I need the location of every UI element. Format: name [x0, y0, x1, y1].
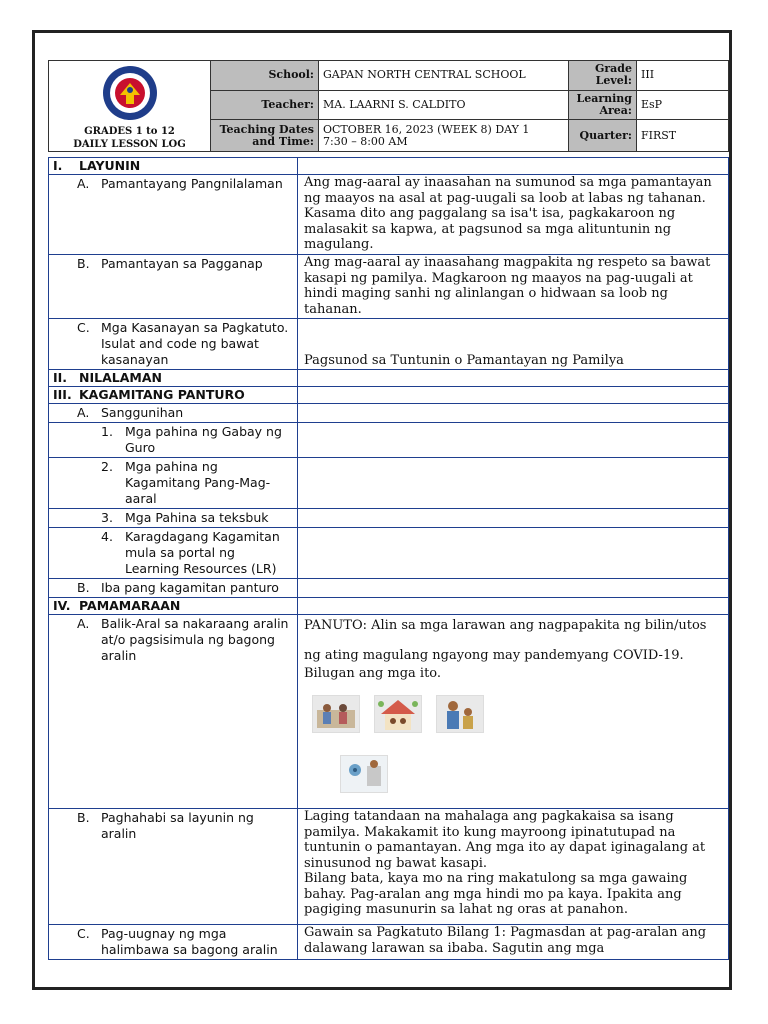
- activity-pictures: [312, 695, 722, 733]
- school-value: GAPAN NORTH CENTRAL SCHOOL: [319, 61, 569, 91]
- balik-aral-content: PANUTO: Alin sa mga larawan ang nagpapakita ng bilin/utos ng ating magulang ngayong may pandemyang COVID-19. Bilugan ang mga ito.: [298, 615, 729, 809]
- quarter-label: Quarter:: [569, 120, 637, 152]
- pamantayang-pangnilalaman-label: A. Pamantayang Pangnilalaman: [49, 175, 298, 255]
- picture-family-home: [312, 695, 360, 733]
- deped-seal-logo: [102, 65, 158, 121]
- learning-area-label: Learning Area:: [569, 90, 637, 120]
- kagamitang-pang-mag-aaral-label: 2. Mga pahina ng Kagamitang Pang-Mag-aaral: [49, 458, 298, 509]
- header-table: [48, 60, 729, 152]
- mga-kasanayan-label: C. Mga Kasanayan sa Pagkatuto. Isulat and code ng bawat kasanayan: [49, 319, 298, 370]
- grade-level-label: Grade Level:: [569, 61, 637, 91]
- pag-uugnay-label: C. Pag-uugnay ng mga halimbawa sa bagong aralin: [49, 925, 298, 960]
- section-kagamitang-panturo: III. KAGAMITANG PANTURO: [49, 387, 298, 404]
- teacher-value: MA. LAARNI S. CALDITO: [319, 90, 569, 120]
- paghahabi-label: B. Paghahabi sa layunin ng aralin: [49, 809, 298, 925]
- teacher-label: Teacher:: [211, 90, 319, 120]
- dll-title: GRADES 1 to 12 DAILY LESSON LOG: [73, 126, 186, 150]
- pamantayan-sa-pagganap-value: Ang mag-aaral ay inaasahang magpakita ng respeto sa bawat kasapi ng pamilya. Magkaroon ng maayos na pag-uugali at hindi maging sanhi ng alinlangan o hidwaan sa loob ng tahanan.: [298, 255, 729, 319]
- section-nilalaman: II. NILALAMAN: [49, 370, 298, 387]
- iba-pang-kagamitan-label: B. Iba pang kagamitan panturo: [49, 579, 298, 598]
- picture-parent-child: [436, 695, 484, 733]
- pamantayan-sa-pagganap-label: B. Pamantayan sa Pagganap: [49, 255, 298, 319]
- sanggunihan-label: A. Sanggunihan: [49, 404, 298, 423]
- pamantayang-pangnilalaman-value: Ang mag-aaral ay inaasahan na sumunod sa mga pamantayan ng maayos na asal at pag-uugali sa loob at labas ng tahanan. Kasama dito ang paggalang sa isa't isa, pagkakaroon ng malasakit sa kapwa, at pagsunod sa mga alituntunin ng magulang.: [298, 175, 729, 255]
- picture-virus-warning: [340, 755, 388, 793]
- balik-aral-label: A. Balik-Aral sa nakaraang aralin at/o pagsisimula ng bagong aralin: [49, 615, 298, 809]
- pag-uugnay-value: Gawain sa Pagkatuto Bilang 1: Pagmasdan at pag-aralan ang dalawang larawan sa ibaba. Sagutin ang mga: [298, 925, 729, 960]
- pahina-sa-teksbuk-label: 3. Mga Pahina sa teksbuk: [49, 509, 298, 528]
- picture-stay-home: [374, 695, 422, 733]
- section-pamamaraan: IV. PAMAMARAAN: [49, 598, 298, 615]
- school-label: School:: [211, 61, 319, 91]
- learning-area-value: EsP: [637, 90, 729, 120]
- lesson-log-table: [48, 157, 729, 960]
- mga-kasanayan-value: Pagsunod sa Tuntunin o Pamantayan ng Pamilya: [298, 319, 729, 370]
- quarter-value: FIRST: [637, 120, 729, 152]
- section-layunin: I. LAYUNIN: [49, 158, 298, 175]
- paghahabi-content: Laging tatandaan na mahalaga ang pagkakaisa sa isang pamilya. Makakamit ito kung mayroong ipinatutupad na tuntunin o pamantayan. Ang mga ito ay dapat iginagalang at sinusunod ng bawat kasapi. Bilang bata, kaya mo na ring makatulong sa mga gawaing bahay. Pag-aralan ang mga hindi mo pa kaya. Ipakita ang pagiging masunurin sa lahat ng oras at panahon.: [298, 809, 729, 925]
- karagdagang-kagamitan-label: 4. Karagdagang Kagamitan mula sa portal ng Learning Resources (LR): [49, 528, 298, 579]
- grade-level-value: III: [637, 61, 729, 91]
- teaching-dates-label: Teaching Dates and Time:: [211, 120, 319, 152]
- gabay-ng-guro-label: 1. Mga pahina ng Gabay ng Guro: [49, 423, 298, 458]
- deped-header: [49, 61, 211, 152]
- teaching-dates-value: OCTOBER 16, 2023 (WEEK 8) DAY 1 7:30 – 8:00 AM: [319, 120, 569, 152]
